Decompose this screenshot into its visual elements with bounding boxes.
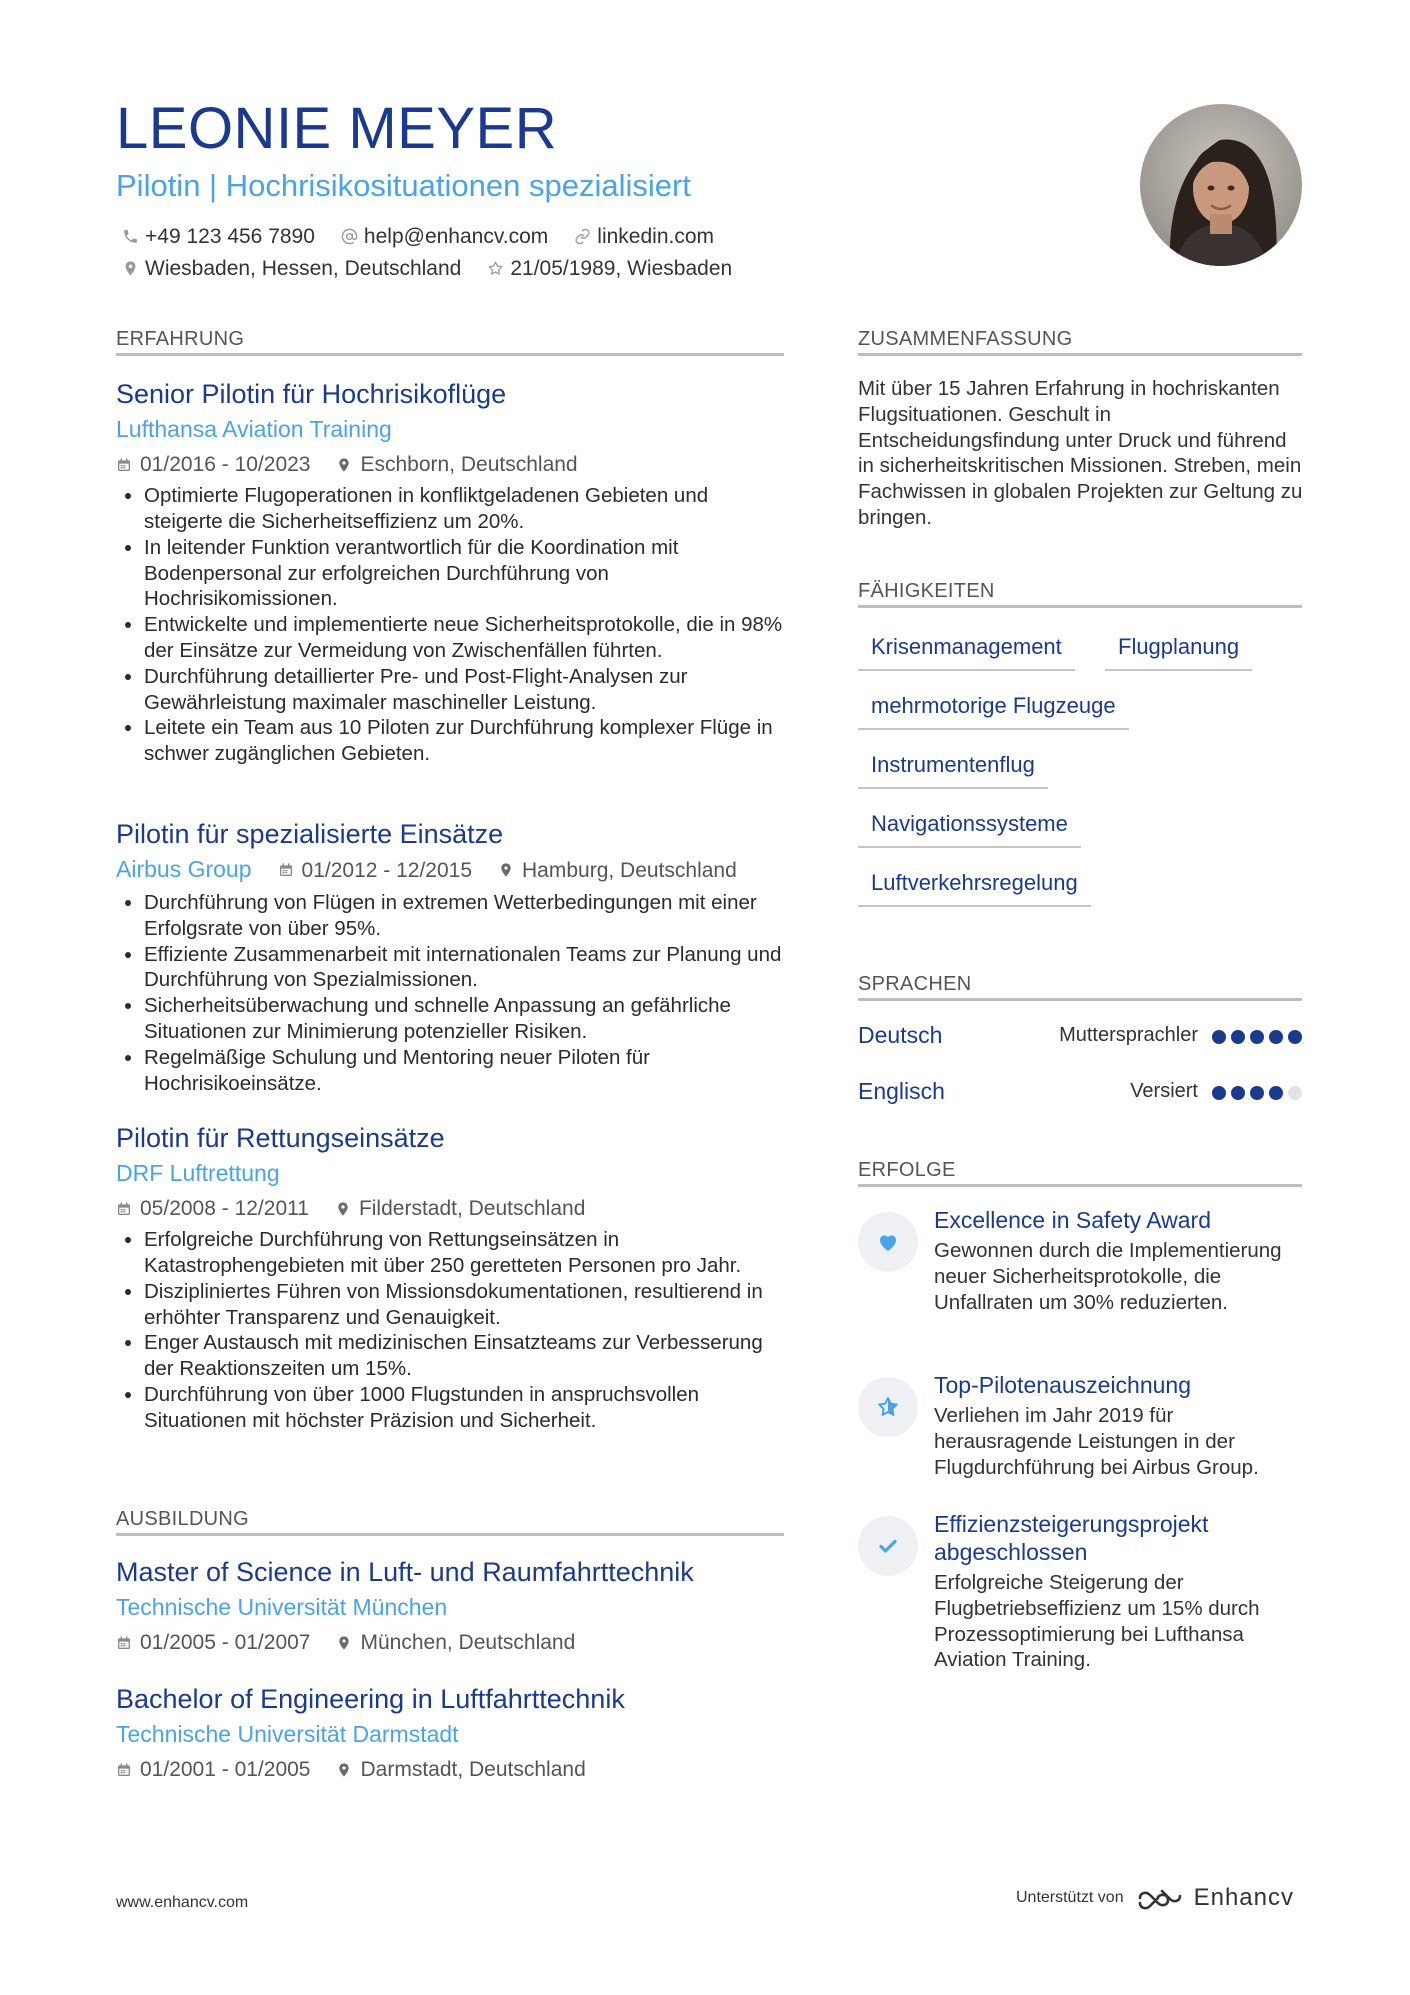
section-title-languages: SPRACHEN [858, 973, 972, 995]
bullet: • Sicherheitsüberwachung und schnelle Anpassung an gefährliche Situationen zur Minimierung potenzieller Risiken. [144, 993, 784, 1045]
education-location-text: München, Deutschland [360, 1630, 576, 1654]
language-item [858, 1078, 1302, 1108]
rating-dot [1212, 1086, 1226, 1100]
at-icon [341, 228, 358, 245]
achievement-body [934, 1206, 1308, 1315]
calendar-icon [116, 1762, 132, 1778]
bullet: • Durchführung von Flügen in extremen Wetterbedingungen mit einer Erfolgsrate von über 95%. [144, 890, 784, 942]
education-meta [116, 1630, 784, 1655]
education-dates-text: 01/2001 - 01/2005 [140, 1757, 311, 1781]
calendar-icon [116, 1201, 132, 1217]
education-dates [116, 1757, 310, 1782]
achievement-title: Top-Pilotenauszeichnung [934, 1372, 1192, 1398]
rating-dot [1288, 1030, 1302, 1044]
section-title-achievements: ERFOLGE [858, 1159, 956, 1181]
job-dates-text: 01/2016 - 10/2023 [140, 452, 311, 476]
bullet: • Enger Austausch mit medizinischen Einsatzteams zur Verbesserung der Reaktionszeiten um 15%. [144, 1330, 784, 1382]
bullet: • Diszipliniertes Führen von Missionsdokumentationen, resultierend in erhöhter Transparenz und Genauigkeit. [144, 1279, 784, 1331]
bullet: • Regelmäßige Schulung und Mentoring neuer Piloten für Hochrisikoeinsätze. [144, 1045, 784, 1097]
birth-text: 21/05/1989, Wiesbaden [510, 257, 733, 280]
phone-text: +49 123 456 7890 [145, 225, 315, 248]
location-pin-icon [336, 1762, 352, 1778]
bullet: • Entwickelte und implementierte neue Sicherheitsprotokolle, die in 98% der Einsätze zur Vermeidung von Zwischenfällen führten. [144, 612, 784, 664]
email-text: help@enhancv.com [363, 225, 549, 248]
education-meta [116, 1757, 784, 1782]
job-bullets [116, 1227, 784, 1433]
school-name: Technische Universität Darmstadt [116, 1721, 459, 1748]
education-location [336, 1630, 575, 1655]
education-location [336, 1757, 585, 1782]
section-divider [858, 353, 1302, 356]
rating-dot [1288, 1086, 1302, 1100]
section-divider [116, 353, 784, 356]
experience-item [116, 818, 784, 1096]
linkedin-item[interactable] [574, 226, 714, 247]
link-icon [574, 228, 591, 245]
section-title-education: AUSBILDUNG [116, 1508, 250, 1530]
job-location-text: Hamburg, Deutschland [522, 858, 737, 882]
powered-by-label: Unterstützt von [1015, 1889, 1124, 1906]
rating-dot [1250, 1086, 1264, 1100]
skill-tag: Flugplanung [1105, 634, 1252, 671]
location-pin-icon [122, 260, 139, 277]
job-dates [116, 452, 310, 477]
job-meta [116, 1196, 784, 1221]
language-rating [1212, 1086, 1302, 1100]
achievement-title: Excellence in Safety Award [934, 1207, 1212, 1233]
location-item [122, 258, 461, 279]
job-dates-text: 05/2008 - 12/2011 [140, 1196, 309, 1220]
location-pin-icon [335, 1201, 351, 1217]
section-divider [858, 998, 1302, 1001]
skill-tag: Krisenmanagement [858, 634, 1075, 671]
rating-dot [1269, 1086, 1283, 1100]
rating-dot [1212, 1030, 1226, 1044]
job-dates [278, 858, 472, 883]
contact-row-2 [122, 258, 732, 279]
education-item [116, 1683, 784, 1782]
job-dates-text: 01/2012 - 12/2015 [301, 858, 472, 882]
section-divider [858, 605, 1302, 608]
school-name: Technische Universität München [116, 1594, 448, 1621]
achievement-icon-badge [858, 1377, 918, 1437]
star-outline-icon [487, 260, 504, 277]
language-name: Englisch [858, 1078, 945, 1104]
enhancv-logo-icon [1136, 1886, 1182, 1910]
job-meta [116, 452, 784, 477]
degree-title: Bachelor of Engineering in Luftfahrttechnik [116, 1684, 625, 1714]
skill-tag: Navigationssysteme [858, 811, 1081, 848]
achievement-body [934, 1510, 1308, 1673]
bullet: • Durchführung detaillierter Pre- und Post-Flight-Analysen zur Gewährleistung maximaler maschineller Leistung. [144, 664, 784, 716]
achievement-icon-badge [858, 1516, 918, 1576]
job-location [336, 452, 577, 477]
candidate-title: Pilotin | Hochrisikosituationen spezialisiert [116, 168, 691, 203]
bullet: • Durchführung von über 1000 Flugstunden in anspruchsvollen Situationen mit höchster Präzision und Sicherheit. [144, 1382, 784, 1434]
section-divider [858, 1184, 1302, 1187]
experience-item [116, 1122, 784, 1434]
language-level: Muttersprachler [1059, 1024, 1198, 1046]
achievement-desc: Verliehen im Jahr 2019 für herausragende Leistungen in der Flugdurchführung bei Airbus Group. [934, 1404, 1259, 1479]
rating-dot [1231, 1086, 1245, 1100]
heart-icon [876, 1230, 900, 1254]
rating-dot [1231, 1030, 1245, 1044]
check-icon [876, 1534, 900, 1558]
job-title: Pilotin für Rettungseinsätze [116, 1123, 445, 1153]
skill-tag: mehrmotorige Flugzeuge [858, 693, 1129, 730]
profile-photo [1140, 104, 1302, 266]
phone-icon [122, 228, 139, 245]
language-level: Versiert [1130, 1080, 1198, 1102]
email-item[interactable] [341, 226, 548, 247]
job-location [498, 858, 737, 883]
section-title-summary: ZUSAMMENFASSUNG [858, 328, 1073, 350]
language-item [858, 1022, 1302, 1052]
summary-text: Mit über 15 Jahren Erfahrung in hochriskanten Flugsituationen. Geschult in Entscheidungsfindung unter Druck und führend in sicherheitskritischen Missionen. Streben, mein Fachwissen in globalen Projekten zur Geltung zu bringen. [858, 377, 1303, 529]
section-title-skills: FÄHIGKEITEN [858, 580, 995, 602]
location-pin-icon [498, 862, 514, 878]
rating-dot [1250, 1030, 1264, 1044]
job-company: Airbus Group [116, 856, 252, 883]
job-title: Pilotin für spezialisierte Einsätze [116, 819, 504, 849]
star-icon [876, 1395, 900, 1419]
footer-website[interactable]: www.enhancv.com [116, 1894, 249, 1911]
section-title-experience: ERFAHRUNG [116, 328, 245, 350]
brand-name: Enhancv [1193, 1884, 1294, 1911]
language-name: Deutsch [858, 1022, 943, 1048]
job-company: DRF Luftrettung [116, 1160, 280, 1187]
calendar-icon [116, 1635, 132, 1651]
candidate-name: LEONIE MEYER [116, 96, 558, 161]
job-bullets [116, 483, 784, 767]
job-meta [116, 856, 784, 884]
location-text: Wiesbaden, Hessen, Deutschland [145, 257, 462, 280]
birth-item [487, 258, 732, 279]
language-rating [1212, 1030, 1302, 1044]
avatar-portrait [1140, 104, 1302, 266]
bullet: • Erfolgreiche Durchführung von Rettungseinsätzen in Katastrophengebieten mit über 250 geretteten Personen pro Jahr. [144, 1227, 784, 1279]
linkedin-text: linkedin.com [597, 225, 715, 248]
education-item [116, 1556, 784, 1655]
bullet: • Optimierte Flugoperationen in konfliktgeladenen Gebieten und steigerte die Sicherheitseffizienz um 20%. [144, 483, 784, 535]
location-pin-icon [336, 457, 352, 473]
job-location-text: Eschborn, Deutschland [360, 452, 578, 476]
bullet: • In leitender Funktion verantwortlich für die Koordination mit Bodenpersonal zur erfolgreichen Durchführung von Hochrisikomissionen. [144, 535, 784, 612]
phone-item [122, 226, 315, 247]
job-title: Senior Pilotin für Hochrisikoflüge [116, 379, 507, 409]
education-dates [116, 1630, 310, 1655]
education-dates-text: 01/2005 - 01/2007 [140, 1630, 311, 1654]
job-company: Lufthansa Aviation Training [116, 416, 392, 443]
job-location [335, 1196, 585, 1221]
skill-tag: Instrumentenflug [858, 752, 1048, 789]
job-dates [116, 1196, 309, 1221]
experience-item [116, 378, 784, 767]
achievement-body [934, 1371, 1308, 1480]
job-bullets [116, 890, 784, 1096]
education-location-text: Darmstadt, Deutschland [360, 1757, 586, 1781]
contact-row [122, 226, 714, 247]
calendar-icon [116, 457, 132, 473]
rating-dot [1269, 1030, 1283, 1044]
footer-branding [1016, 1884, 1294, 1912]
degree-title: Master of Science in Luft- und Raumfahrttechnik [116, 1557, 694, 1587]
section-divider [116, 1533, 784, 1536]
bullet: • Leitete ein Team aus 10 Piloten zur Durchführung komplexer Flüge in schwer zugänglichen Gebieten. [144, 715, 784, 767]
job-location-text: Filderstadt, Deutschland [358, 1196, 586, 1220]
bullet: • Effiziente Zusammenarbeit mit internationalen Teams zur Planung und Durchführung von Spezialmissionen. [144, 942, 784, 994]
skill-tag: Luftverkehrsregelung [858, 870, 1091, 907]
achievement-icon-badge [858, 1212, 918, 1272]
achievement-title: Effizienzsteigerungsprojekt abgeschlossen [934, 1511, 1209, 1565]
location-pin-icon [336, 1635, 352, 1651]
calendar-icon [278, 862, 294, 878]
achievement-desc: Gewonnen durch die Implementierung neuer Sicherheitsprotokolle, die Unfallraten um 30% reduzierten. [934, 1239, 1282, 1314]
achievement-desc: Erfolgreiche Steigerung der Flugbetriebseffizienz um 15% durch Prozessoptimierung bei Lufthansa Aviation Training. [934, 1571, 1260, 1672]
